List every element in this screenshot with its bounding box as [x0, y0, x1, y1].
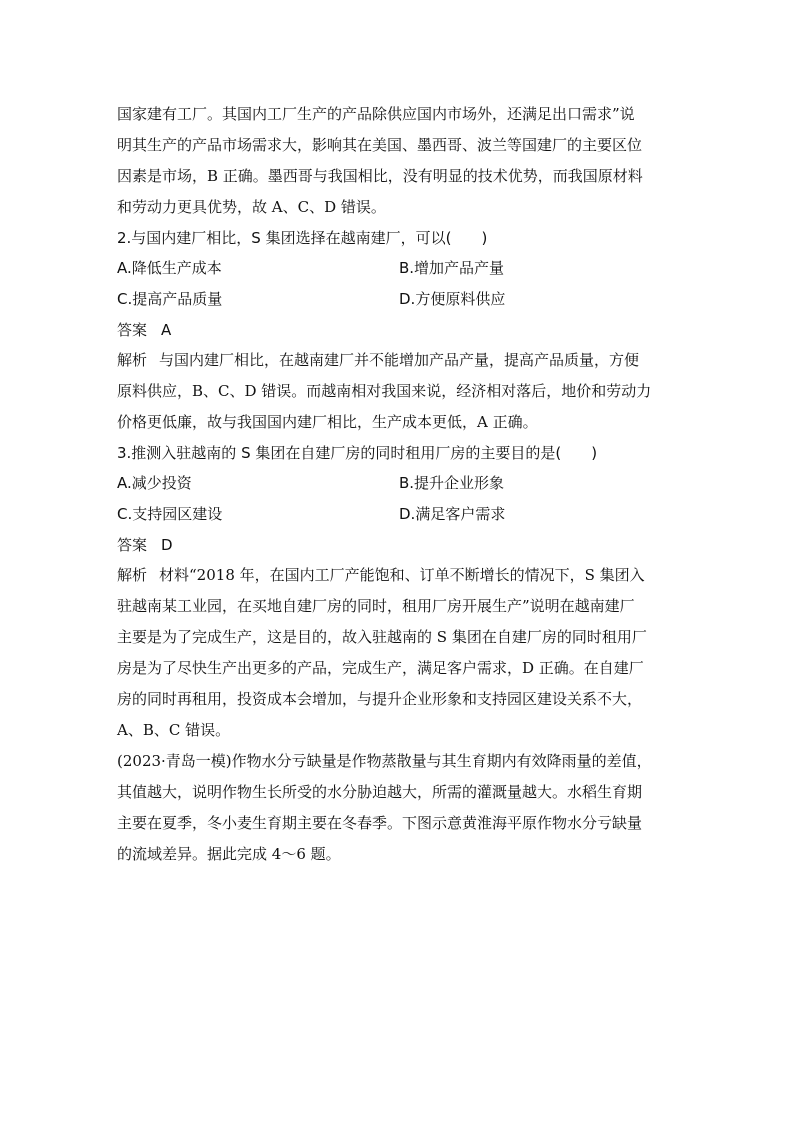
analysis-label: 解析	[117, 566, 148, 584]
option-b: B.增加产品产量	[399, 259, 505, 277]
text-line: 国家建有工厂。其国内工厂生产的产品除供应国内市场外，还满足出口需求”说	[117, 105, 635, 123]
text-line: 主要是为了完成生产，这是目的，故入驻越南的 S 集团在自建厂房的同时租用厂	[117, 628, 647, 646]
analysis-text: 材料“2018 年，在国内工厂产能饱和、订单不断增长的情况下，S 集团入	[159, 566, 645, 584]
question-stem-close: )	[481, 229, 488, 247]
text-line: 房的同时再租用，投资成本会增加，与提升企业形象和支持园区建设关系不大，	[117, 690, 643, 708]
text-line: 价格更低廉，故与我国国内建厂相比，生产成本更低，A 正确。	[117, 413, 538, 431]
text-line: 因素是市场，B 正确。墨西哥与我国相比，没有明显的技术优势，而我国原材料	[117, 167, 643, 185]
question-2-analysis	[117, 345, 677, 438]
analysis-text: 与国内建厂相比，在越南建厂并不能增加产品产量，提高产品质量，方便	[159, 351, 640, 369]
question-3-options-row-2	[117, 499, 677, 530]
option-d: D.满足客户需求	[399, 505, 506, 523]
text-line: 的流域差异。据此完成 4～6 题。	[117, 845, 341, 863]
option-a: A.降低生产成本	[117, 259, 222, 277]
text-line: 主要在夏季，冬小麦生育期主要在冬春季。下图示意黄淮海平原作物水分亏缺量	[117, 814, 643, 832]
analysis-first-line	[117, 560, 677, 591]
document-content	[117, 99, 677, 870]
question-3-analysis	[117, 560, 677, 746]
option-c: C.提高产品质量	[117, 290, 223, 308]
material-paragraph	[117, 746, 677, 870]
question-stem-text: 2.与国内建厂相比，S 集团选择在越南建厂，可以(	[117, 229, 452, 247]
analysis-label: 解析	[117, 351, 148, 369]
question-stem-close: )	[591, 444, 598, 462]
text-line: A、B、C 错误。	[117, 721, 231, 739]
question-2-options-row-1	[117, 253, 677, 284]
question-3-options-row-1	[117, 468, 677, 499]
option-b: B.提升企业形象	[399, 474, 505, 492]
answer-label: 答案	[117, 321, 148, 339]
text-line: 驻越南某工业园，在买地自建厂房的同时，租用厂房开展生产”说明在越南建厂	[117, 597, 635, 615]
text-line: 和劳动力更具优势，故 A、C、D 错误。	[117, 198, 386, 216]
answer-value: A	[161, 321, 172, 339]
text-line: (2023·青岛一模)作物水分亏缺量是作物蒸散量与其生育期内有效降雨量的差值，	[117, 752, 652, 770]
intro-paragraph	[117, 99, 677, 223]
text-line: 明其生产的产品市场需求大，影响其在美国、墨西哥、波兰等国建厂的主要区位	[117, 136, 643, 154]
question-3-stem	[117, 438, 677, 468]
answer-value: D	[161, 536, 173, 554]
answer-label: 答案	[117, 536, 148, 554]
text-line: 原料供应，B、C、D 错误。而越南相对我国来说，经济相对落后，地价和劳动力	[117, 382, 652, 400]
option-a: A.减少投资	[117, 474, 192, 492]
question-3-answer	[117, 530, 677, 560]
question-2-answer	[117, 315, 677, 345]
question-2-options-row-2	[117, 284, 677, 315]
question-2-stem	[117, 223, 677, 253]
text-line: 其值越大，说明作物生长所受的水分胁迫越大，所需的灌溉量越大。水稻生育期	[117, 783, 643, 801]
option-d: D.方便原料供应	[399, 290, 506, 308]
question-stem-text: 3.推测入驻越南的 S 集团在自建厂房的同时租用厂房的主要目的是(	[117, 444, 562, 462]
text-line: 房是为了尽快生产出更多的产品，完成生产，满足客户需求，D 正确。在自建厂	[117, 659, 644, 677]
option-c: C.支持园区建设	[117, 505, 223, 523]
analysis-first-line	[117, 345, 677, 376]
